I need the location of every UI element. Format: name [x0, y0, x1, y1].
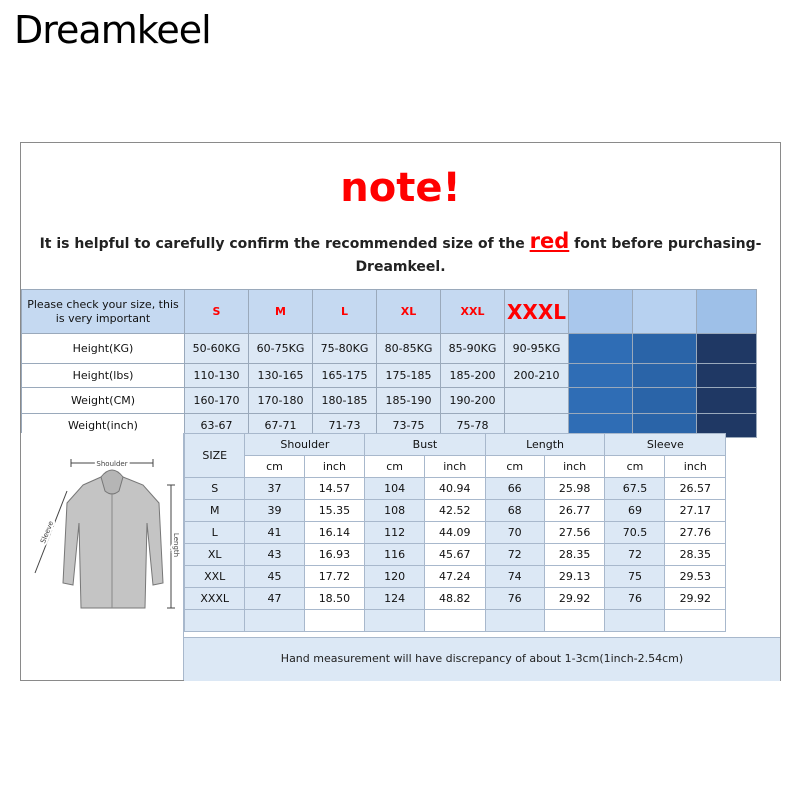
table-cell: 110-130 — [185, 364, 249, 388]
recommended-size-table — [21, 289, 757, 438]
row-label: Height(KG) — [22, 334, 185, 364]
size-label-xxxl: XXXL — [505, 290, 569, 334]
table-cell: 39 — [245, 500, 304, 522]
row-label: Height(lbs) — [22, 364, 185, 388]
table-cell: 69 — [605, 500, 665, 522]
table-cell: 120 — [365, 566, 425, 588]
table-cell: 43 — [245, 544, 304, 566]
table-cell: 165-175 — [313, 364, 377, 388]
hoodie-measurement-icon — [21, 433, 184, 633]
table-cell: 116 — [365, 544, 425, 566]
table-row — [185, 588, 780, 610]
blank-cell — [697, 388, 757, 414]
size-chart-sheet — [20, 142, 781, 681]
table-cell: 29.92 — [544, 588, 605, 610]
note-red-word: red — [529, 229, 570, 253]
table-cell: 160-170 — [185, 388, 249, 414]
table-cell: 16.14 — [304, 522, 365, 544]
table-cell: 104 — [365, 478, 425, 500]
table-cell: 124 — [365, 588, 425, 610]
blank-cell — [633, 290, 697, 334]
size-cell: XXXL — [185, 588, 245, 610]
table-cell: 85-90KG — [441, 334, 505, 364]
size-cell: L — [185, 522, 245, 544]
table-cell — [505, 388, 569, 414]
note-instruction — [21, 229, 780, 253]
table-cell: 27.56 — [544, 522, 605, 544]
table-cell: 185-200 — [441, 364, 505, 388]
table-cell: 60-75KG — [249, 334, 313, 364]
table-cell: 28.35 — [665, 544, 726, 566]
table-cell: 45.67 — [424, 544, 485, 566]
size-label-xxl: XXL — [441, 290, 505, 334]
table-cell: 67.5 — [605, 478, 665, 500]
blank-cell — [569, 334, 633, 364]
shoulder-label: Shoulder — [96, 460, 128, 468]
blank-cell — [697, 290, 757, 334]
table-cell: 170-180 — [249, 388, 313, 414]
table-cell: 18.50 — [304, 588, 365, 610]
blank-cell — [185, 610, 245, 632]
size-cell: M — [185, 500, 245, 522]
table-cell: 29.92 — [665, 588, 726, 610]
table-cell: 76 — [605, 588, 665, 610]
table-cell: 50-60KG — [185, 334, 249, 364]
table-cell: 71-73 — [313, 414, 377, 438]
blank-cell — [245, 610, 304, 632]
note-title: note! — [340, 165, 461, 211]
size-cell: XXL — [185, 566, 245, 588]
table-cell: 27.76 — [665, 522, 726, 544]
blank-cell — [569, 364, 633, 388]
sleeve-label: Sleeve — [39, 519, 56, 545]
table-cell: 47.24 — [424, 566, 485, 588]
table-cell: 200-210 — [505, 364, 569, 388]
table-cell: 40.94 — [424, 478, 485, 500]
blank-cell — [304, 610, 365, 632]
table-cell: 37 — [245, 478, 304, 500]
table-cell: 70 — [485, 522, 544, 544]
note-line1-before: It is helpful to carefully confirm the recommended size of the — [39, 236, 530, 252]
blank-cell — [633, 388, 697, 414]
blank-cell — [697, 334, 757, 364]
size-cell: S — [185, 478, 245, 500]
table-cell: 74 — [485, 566, 544, 588]
unit-cm: cm — [245, 456, 304, 478]
group-header-bust: Bust — [365, 434, 485, 456]
table-cell: 90-95KG — [505, 334, 569, 364]
blank-cell — [633, 364, 697, 388]
table-row — [185, 544, 780, 566]
empty-row — [185, 610, 780, 632]
table-cell: 180-185 — [313, 388, 377, 414]
table-cell: 108 — [365, 500, 425, 522]
table-cell: 41 — [245, 522, 304, 544]
table-cell: 29.53 — [665, 566, 726, 588]
table-cell: 29.13 — [544, 566, 605, 588]
table-row — [185, 522, 780, 544]
unit-header-row — [185, 456, 780, 478]
table-cell: 26.57 — [665, 478, 726, 500]
unit-cm: cm — [605, 456, 665, 478]
unit-inch: inch — [304, 456, 365, 478]
measurement-disclaimer: Hand measurement will have discrepancy of about 1-3cm(1inch-2.54cm) — [184, 637, 780, 681]
table-cell: 66 — [485, 478, 544, 500]
unit-inch: inch — [665, 456, 726, 478]
size-header-row — [22, 290, 757, 334]
table-cell: 130-165 — [249, 364, 313, 388]
table-cell: 63-67 — [185, 414, 249, 438]
table-cell: 190-200 — [441, 388, 505, 414]
blank-cell — [569, 388, 633, 414]
table-cell: 80-85KG — [377, 334, 441, 364]
size-label-m: M — [249, 290, 313, 334]
table-cell: 42.52 — [424, 500, 485, 522]
group-header-sleeve: Sleeve — [605, 434, 726, 456]
table-cell: 72 — [605, 544, 665, 566]
blank-cell — [665, 610, 726, 632]
hoodie-diagram — [21, 433, 184, 680]
table-row — [185, 566, 780, 588]
group-header-row — [185, 434, 780, 456]
blank-cell — [605, 610, 665, 632]
note-line1-after: font before purchasing- — [569, 236, 762, 252]
table-cell: 47 — [245, 588, 304, 610]
table-row — [22, 388, 757, 414]
blank-cell — [633, 334, 697, 364]
brand-logo: Dreamkeel — [14, 8, 211, 52]
unit-inch: inch — [424, 456, 485, 478]
blank-cell — [424, 610, 485, 632]
blank-cell — [697, 364, 757, 388]
row-label: Weight(CM) — [22, 388, 185, 414]
size-label-l: L — [313, 290, 377, 334]
table-cell: 17.72 — [304, 566, 365, 588]
table-cell: 185-190 — [377, 388, 441, 414]
table-cell: 26.77 — [544, 500, 605, 522]
table-cell: 28.35 — [544, 544, 605, 566]
table-cell: 44.09 — [424, 522, 485, 544]
blank-cell — [544, 610, 605, 632]
table-cell: 15.35 — [304, 500, 365, 522]
unit-cm: cm — [485, 456, 544, 478]
size-header-label: Please check your size, this is very important — [22, 290, 185, 334]
unit-inch: inch — [544, 456, 605, 478]
table-row — [185, 500, 780, 522]
size-label-xl: XL — [377, 290, 441, 334]
table-row — [22, 364, 757, 388]
blank-cell — [365, 610, 425, 632]
table-cell: 75-80KG — [313, 334, 377, 364]
group-header-length: Length — [485, 434, 605, 456]
table-cell: 48.82 — [424, 588, 485, 610]
length-label: Length — [172, 532, 180, 558]
size-header: SIZE — [185, 434, 245, 478]
table-cell: 25.98 — [544, 478, 605, 500]
row-label: Weight(inch) — [22, 414, 185, 438]
table-cell: 75 — [605, 566, 665, 588]
table-cell: 112 — [365, 522, 425, 544]
garment-measurement-table — [184, 433, 780, 632]
size-cell: XL — [185, 544, 245, 566]
table-cell: 14.57 — [304, 478, 365, 500]
table-cell: 68 — [485, 500, 544, 522]
unit-cm: cm — [365, 456, 425, 478]
table-row — [185, 478, 780, 500]
table-cell: 175-185 — [377, 364, 441, 388]
note-brand-line: Dreamkeel. — [355, 259, 446, 275]
table-cell: 70.5 — [605, 522, 665, 544]
table-cell: 75-78 — [441, 414, 505, 438]
blank-cell — [485, 610, 544, 632]
table-row — [22, 334, 757, 364]
table-cell: 73-75 — [377, 414, 441, 438]
note-section — [21, 143, 780, 289]
blank-cell — [569, 290, 633, 334]
table-cell: 16.93 — [304, 544, 365, 566]
table-cell: 27.17 — [665, 500, 726, 522]
group-header-shoulder: Shoulder — [245, 434, 365, 456]
table-cell: 45 — [245, 566, 304, 588]
table-cell: 76 — [485, 588, 544, 610]
table-cell: 72 — [485, 544, 544, 566]
size-label-s: S — [185, 290, 249, 334]
table-cell: 67-71 — [249, 414, 313, 438]
